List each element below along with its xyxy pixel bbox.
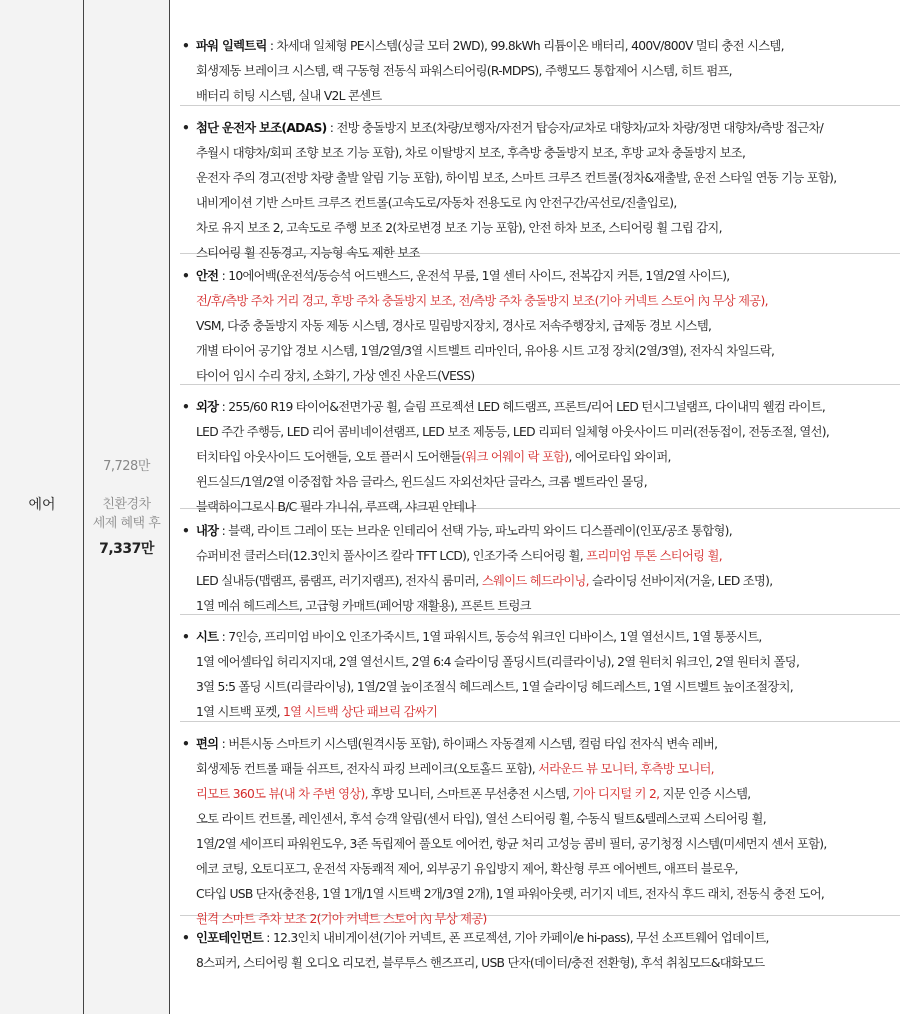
bullet-icon: • bbox=[182, 269, 190, 283]
tax-benefit-label-line1: 친환경차 bbox=[102, 497, 151, 512]
spec-line: • 외장 : 255/60 R19 타이어&전면가공 휠, 슬림 프로젝션 LED 헤드램프, 프론트/리어 LED 턴시그널램프, 다이내믹 웰컴 라이트, bbox=[180, 395, 900, 420]
spec-text: VSM, 다중 충돌방지 자동 제동 시스템, 경사로 밀림방지장치, 경사로 저속주행장치, 급제동 경보 시스템, bbox=[196, 319, 712, 333]
tax-benefit-label bbox=[84, 495, 169, 533]
spec-group bbox=[180, 926, 900, 976]
spec-group-heading: 파워 일렉트릭 bbox=[196, 39, 267, 53]
bullet-icon: • bbox=[182, 630, 190, 644]
bullet-icon: • bbox=[182, 524, 190, 538]
spec-line: • 인포테인먼트 : 12.3인치 내비게이션(기아 커넥트, 폰 프로젝션, 기아 카페이/e hi-pass), 무선 소프트웨어 업데이트, bbox=[180, 926, 900, 951]
spec-line bbox=[180, 700, 900, 725]
spec-text: 에코 코팅, 오토디포그, 운전석 자동쾌적 제어, 외부공기 유입방지 제어, 확산형 루프 에어벤트, 애프터 블로우, bbox=[196, 862, 738, 876]
spec-line bbox=[180, 807, 900, 832]
spec-group-heading: 편의 bbox=[196, 737, 219, 751]
spec-group bbox=[180, 116, 900, 266]
spec-line: • 파워 일렉트릭 : 차세대 일체형 PE시스템(싱글 모터 2WD), 99.8kWh 리튬이온 배터리, 400V/800V 멀티 충전 시스템, bbox=[180, 34, 900, 59]
spec-text: 윈드실드/1열/2열 이중접합 차음 글라스, 윈드실드 자외선차단 글라스, 크롬 벨트라인 몰딩, bbox=[196, 475, 647, 489]
spec-line bbox=[180, 882, 900, 907]
spec-text: 1열/2열 세이프티 파워윈도우, 3존 독립제어 풀오토 에어컨, 항균 처리 고성능 콤비 필터, 공기청정 시스템(미세먼지 센서 포함), bbox=[196, 837, 827, 851]
spec-text: 8스피커, 스티어링 휠 오디오 리모컨, 블루투스 핸즈프리, USB 단자(데이터/충전 전환형), 후석 취침모드&대화모드 bbox=[196, 956, 765, 970]
spec-text: 오토 라이트 컨트롤, 레인센서, 후석 승객 알림(센서 타입), 열선 스티어링 휠, 수동식 틸트&텔레스코픽 스티어링 휠, bbox=[196, 812, 766, 826]
spec-line bbox=[180, 594, 900, 619]
highlighted-spec-text: 기아 디지털 키 2, bbox=[572, 787, 660, 801]
spec-line bbox=[180, 59, 900, 84]
spec-group-heading: 외장 bbox=[196, 400, 219, 414]
spec-line bbox=[180, 495, 900, 520]
spec-group bbox=[180, 34, 900, 109]
tax-benefit-label-line2: 세제 혜택 후 bbox=[92, 516, 161, 531]
spec-line bbox=[180, 569, 900, 594]
spec-group-heading: 내장 bbox=[196, 524, 219, 538]
spec-line: • 안전 : 10에어백(운전석/동승석 어드밴스드, 운전석 무릎, 1열 센터 사이드, 전복감지 커튼, 1열/2열 사이드), bbox=[180, 264, 900, 289]
spec-line bbox=[180, 857, 900, 882]
spec-text: 후방 모니터, 스마트폰 무선충전 시스템, bbox=[367, 787, 573, 801]
spec-line bbox=[180, 951, 900, 976]
spec-line: • 내장 : 블랙, 라이트 그레이 또는 브라운 인테리어 선택 가능, 파노라믹 와이드 디스플레이(인포/공조 통합형), bbox=[180, 519, 900, 544]
spec-line bbox=[180, 420, 900, 445]
spec-line bbox=[180, 84, 900, 109]
highlighted-spec-text: 1열 시트백 상단 패브릭 감싸기 bbox=[283, 705, 438, 719]
spec-text: 블랙하이그로시 B/C 필라 가니쉬, 루프랙, 샤크핀 안테나 bbox=[196, 500, 476, 514]
spec-text: 1열 에어셀타입 허리지지대, 2열 열선시트, 2열 6:4 슬라이딩 폴딩시트(리클라이닝), 2열 원터치 워크인, 2열 원터치 폴딩, bbox=[196, 655, 800, 669]
bullet-icon: • bbox=[182, 931, 190, 945]
spec-line: • 첨단 운전자 보조(ADAS) : 전방 충돌방지 보조(차량/보행자/자전거 탑승자/교차로 대향차/교차 차량/정면 대향차/측방 접근차/ bbox=[180, 116, 900, 141]
spec-text: 지문 인증 시스템, bbox=[659, 787, 751, 801]
spec-text: 내비게이션 기반 스마트 크루즈 컨트롤(고속도로/자동차 전용도로 內 안전구간/곡선로/진출입로), bbox=[196, 196, 677, 210]
spec-text: 블랙, 라이트 그레이 또는 브라운 인테리어 선택 가능, 파노라믹 와이드 디스플레이(인포/공조 통합형), bbox=[228, 524, 732, 538]
spec-text: 슬라이딩 선바이저(거울, LED 조명), bbox=[588, 574, 773, 588]
trim-name: 에어 bbox=[28, 497, 56, 513]
highlighted-spec-text: 프리미엄 투톤 스티어링 휠, bbox=[586, 549, 722, 563]
spec-group-heading: 첨단 운전자 보조(ADAS) bbox=[196, 121, 327, 135]
spec-group-heading: 인포테인먼트 bbox=[196, 931, 264, 945]
spec-group-heading: 시트 bbox=[196, 630, 219, 644]
final-price: 7,337만 bbox=[99, 541, 154, 557]
spec-text: 배터리 히팅 시스템, 실내 V2L 콘센트 bbox=[196, 89, 382, 103]
spec-line bbox=[180, 650, 900, 675]
spec-text: 차로 유지 보조 2, 고속도로 주행 보조 2(차로변경 보조 기능 포함), 안전 하차 보조, 스티어링 휠 그립 감지, bbox=[196, 221, 722, 235]
spec-group bbox=[180, 732, 900, 932]
spec-text: 3열 5:5 폴딩 시트(리클라이닝), 1열/2열 높이조절식 헤드레스트, 1열 슬라이딩 헤드레스트, 1열 시트벨트 높이조절장치, bbox=[196, 680, 793, 694]
spec-text: 10에어백(운전석/동승석 어드밴스드, 운전석 무릎, 1열 센터 사이드, 전복감지 커튼, 1열/2열 사이드), bbox=[228, 269, 730, 283]
spec-line bbox=[180, 339, 900, 364]
spec-text: 255/60 R19 타이어&전면가공 휠, 슬림 프로젝션 LED 헤드램프, 프론트/리어 LED 턴시그널램프, 다이내믹 웰컴 라이트, bbox=[228, 400, 826, 414]
spec-text: 1열 메쉬 헤드레스트, 고급형 카매트(페어망 재활용), 프론트 트렁크 bbox=[196, 599, 531, 613]
spec-line bbox=[180, 191, 900, 216]
spec-text: 12.3인치 내비게이션(기아 커넥트, 폰 프로젝션, 기아 카페이/e hi-pass), 무선 소프트웨어 업데이트, bbox=[272, 931, 769, 945]
base-price: 7,728만 bbox=[103, 459, 150, 474]
spec-line bbox=[180, 782, 900, 807]
highlighted-spec-text: 스웨이드 헤드라이닝, bbox=[481, 574, 589, 588]
spec-line bbox=[180, 141, 900, 166]
spec-text: 개별 타이어 공기압 경보 시스템, 1열/2열/3열 시트벨트 리마인더, 유아용 시트 고정 장치(2열/3열), 전자식 차일드락, bbox=[196, 344, 775, 358]
spec-line bbox=[180, 166, 900, 191]
spec-line bbox=[180, 470, 900, 495]
highlighted-spec-text: 리모트 360도 뷰(내 차 주변 영상), bbox=[196, 787, 368, 801]
spec-line bbox=[180, 314, 900, 339]
spec-text: 전방 충돌방지 보조(차량/보행자/자전거 탑승자/교차로 대향차/교차 차량/정면 대향차/측방 접근차/ bbox=[336, 121, 824, 135]
bullet-icon: • bbox=[182, 39, 190, 53]
spec-column bbox=[170, 0, 909, 1014]
bullet-icon: • bbox=[182, 737, 190, 751]
spec-group-heading: 안전 bbox=[196, 269, 219, 283]
spec-line bbox=[180, 241, 900, 266]
spec-line bbox=[180, 289, 900, 314]
highlighted-spec-text: 전/후/측방 주차 거리 경고, 후방 주차 충돌방지 보조, 전/측방 주차 충돌방지 보조(기아 커넥트 스토어 內 무상 제공), bbox=[196, 294, 768, 308]
spec-line bbox=[180, 832, 900, 857]
spec-line bbox=[180, 757, 900, 782]
spec-text: , 에어로타입 와이퍼, bbox=[568, 450, 671, 464]
spec-text: 스티어링 휠 진동경고, 지능형 속도 제한 보조 bbox=[196, 246, 420, 260]
spec-text: 타이어 임시 수리 장치, 소화기, 가상 엔진 사운드(VESS) bbox=[196, 369, 475, 383]
highlighted-spec-text: (워크 어웨이 락 포함) bbox=[461, 450, 569, 464]
spec-text: 7인승, 프리미엄 바이오 인조가죽시트, 1열 파워시트, 동승석 워크인 디바이스, 1열 열선시트, 1열 통풍시트, bbox=[228, 630, 762, 644]
spec-line bbox=[180, 675, 900, 700]
spec-group bbox=[180, 264, 900, 389]
spec-line bbox=[180, 364, 900, 389]
bullet-icon: • bbox=[182, 121, 190, 135]
spec-text: 터치타입 아웃사이드 도어핸들, 오토 플러시 도어핸들 bbox=[196, 450, 462, 464]
spec-text: 1열 시트백 포켓, bbox=[196, 705, 284, 719]
spec-text: LED 주간 주행등, LED 리어 콤비네이션램프, LED 보조 제동등, LED 리피터 일체형 아웃사이드 미러(전동접이, 전동조절, 열선), bbox=[196, 425, 830, 439]
spec-group bbox=[180, 519, 900, 619]
spec-text: 차세대 일체형 PE시스템(싱글 모터 2WD), 99.8kWh 리튬이온 배터리, 400V/800V 멀티 충전 시스템, bbox=[276, 39, 784, 53]
price-column bbox=[84, 0, 170, 1014]
spec-group bbox=[180, 625, 900, 725]
spec-group bbox=[180, 395, 900, 520]
trim-column bbox=[0, 0, 84, 1014]
spec-line bbox=[180, 216, 900, 241]
spec-text: 회생제동 컨트롤 패들 쉬프트, 전자식 파킹 브레이크(오토홀드 포함), bbox=[196, 762, 539, 776]
highlighted-spec-text: 서라운드 뷰 모니터, 후측방 모니터, bbox=[538, 762, 714, 776]
bullet-icon: • bbox=[182, 400, 190, 414]
spec-text: C타입 USB 단자(충전용, 1열 1개/1열 시트백 2개/3열 2개), 1열 파워아웃렛, 러기지 네트, 전자식 후드 래치, 전동식 충전 도어, bbox=[196, 887, 825, 901]
spec-text: LED 실내등(맵램프, 룸램프, 러기지램프), 전자식 룸미러, bbox=[196, 574, 482, 588]
spec-text: 추월시 대향차/회피 조향 보조 기능 포함), 차로 이탈방지 보조, 후측방 충돌방지 보조, 후방 교차 충돌방지 보조, bbox=[196, 146, 746, 160]
spec-text: 버튼시동 스마트키 시스템(원격시동 포함), 하이패스 자동결제 시스템, 컬럼 타입 전자식 변속 레버, bbox=[228, 737, 718, 751]
spec-text: 운전자 주의 경고(전방 차량 출발 알림 기능 포함), 하이빔 보조, 스마트 크루즈 컨트롤(정차&재출발, 운전 스타일 연동 기능 포함), bbox=[196, 171, 837, 185]
spec-line bbox=[180, 445, 900, 470]
spec-line: • 편의 : 버튼시동 스마트키 시스템(원격시동 포함), 하이패스 자동결제 시스템, 컬럼 타입 전자식 변속 레버, bbox=[180, 732, 900, 757]
spec-line bbox=[180, 544, 900, 569]
spec-line: • 시트 : 7인승, 프리미엄 바이오 인조가죽시트, 1열 파워시트, 동승석 워크인 디바이스, 1열 열선시트, 1열 통풍시트, bbox=[180, 625, 900, 650]
spec-text: 슈퍼비전 클러스터(12.3인치 풀사이즈 칼라 TFT LCD), 인조가죽 스티어링 휠, bbox=[196, 549, 587, 563]
highlighted-spec-text: 원격 스마트 주차 보조 2(기아 커넥트 스토어 內 무상 제공) bbox=[196, 912, 487, 926]
spec-text: 회생제동 브레이크 시스템, 랙 구동형 전동식 파워스티어링(R-MDPS), 주행모드 통합제어 시스템, 히트 펌프, bbox=[196, 64, 732, 78]
